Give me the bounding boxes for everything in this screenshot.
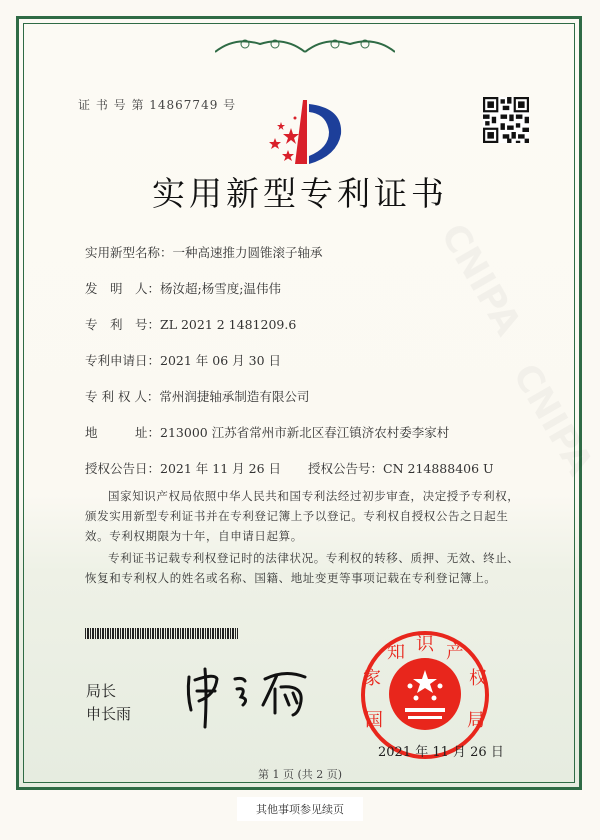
svg-text:产: 产: [446, 642, 464, 663]
page-title: 实用新型专利证书: [152, 174, 448, 213]
certificate-number: 证 书 号 第 14867749 号: [78, 98, 237, 112]
field-announcement-number: 授权公告号：CN 214888406 U: [308, 461, 494, 476]
field-address: 地 址：213000 江苏省常州市新北区春江镇济农村委李家村: [85, 425, 450, 440]
field-patentee: 专 利 权 人：常州润捷轴承制造有限公司: [85, 389, 310, 404]
svg-text:权: 权: [469, 668, 487, 689]
field-inventors: 发 明 人：杨汝超;杨雪度;温伟伟: [85, 281, 281, 296]
svg-text:识: 识: [416, 634, 434, 655]
signature-icon: [185, 665, 310, 730]
svg-text:局: 局: [467, 710, 485, 731]
field-patent-number: 专 利 号：ZL 2021 2 1481209.6: [85, 317, 297, 332]
field-name: 实用新型名称：一种高速推力圆锥滚子轴承: [85, 245, 323, 260]
paragraph-grant: 国家知识产权局依照中华人民共和国专利法经过初步审查，决定授予专利权，颁发实用新型专利证书并在专利登记簿上予以登记。专利权自授权公告之日起生效。专利权期限为十年，自申请日起算。: [85, 489, 520, 543]
official-seal-icon: [358, 628, 492, 762]
svg-text:知: 知: [387, 642, 405, 663]
qr-code-icon: [483, 97, 529, 143]
ornament-left-icon: [215, 34, 305, 54]
field-application-date: 专利申请日：2021 年 06 月 30 日: [85, 353, 282, 368]
svg-text:国: 国: [365, 710, 383, 731]
paragraph-legal-status: 专利证书记载专利权登记时的法律状况。专利权的转移、质押、无效、终止、恢复和专利权人的姓名或名称、国籍、地址变更等事项记载在专利登记簿上。: [85, 551, 520, 585]
page-indicator: 第 1 页 (共 2 页): [257, 768, 343, 781]
seal-date: 2021 年 11 月 26 日: [378, 745, 504, 760]
barcode: [85, 628, 238, 639]
ornament-right-icon: [305, 34, 395, 54]
field-grant-date: 授权公告日：2021 年 11 月 26 日: [85, 461, 282, 476]
footer-note: 其他事项参见续页: [237, 797, 363, 821]
director-name: 申长雨: [86, 705, 132, 723]
cnipa-logo-icon: [255, 98, 345, 168]
director-title: 局长: [86, 682, 117, 700]
svg-text:家: 家: [363, 668, 381, 689]
